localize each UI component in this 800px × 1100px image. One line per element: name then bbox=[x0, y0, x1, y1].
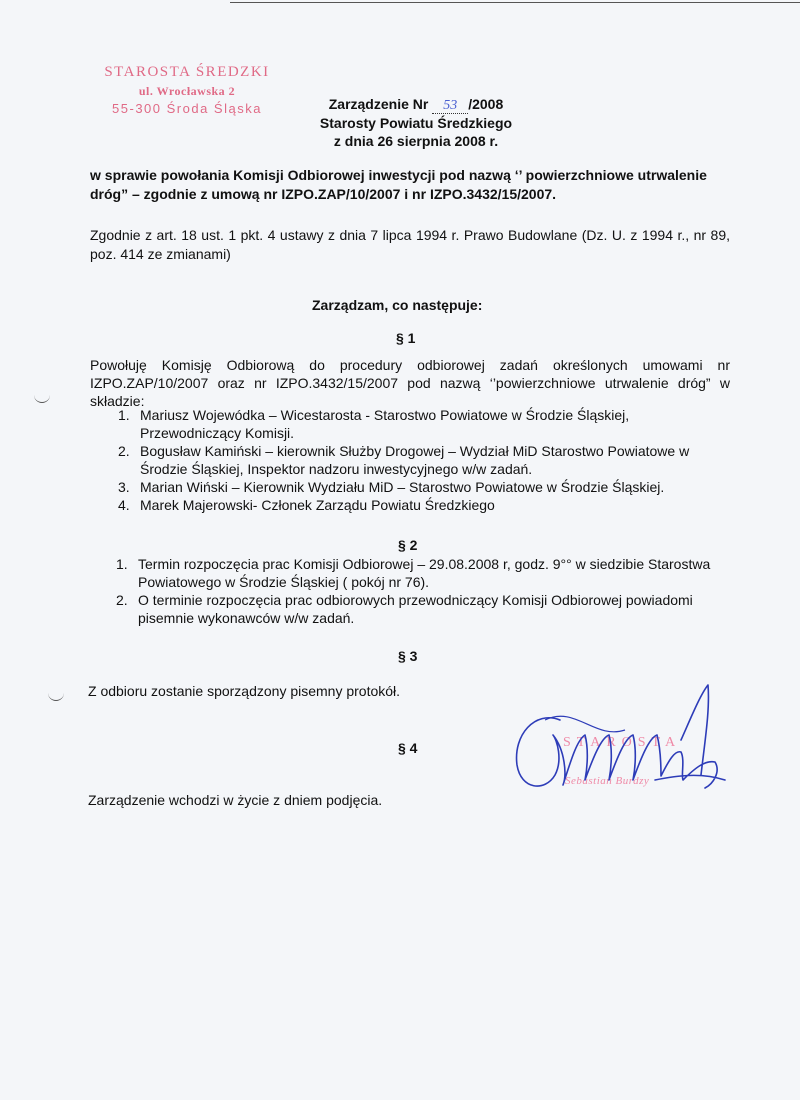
section-2-list bbox=[116, 555, 716, 627]
list-item-number: 4. bbox=[118, 497, 130, 513]
committee-members-list bbox=[118, 406, 730, 514]
list-item bbox=[116, 591, 716, 627]
list-item bbox=[118, 478, 730, 496]
list-item bbox=[118, 496, 730, 514]
section-3-heading: § 3 bbox=[398, 648, 418, 664]
section-2-heading: § 2 bbox=[398, 537, 418, 553]
title-suffix: /2008 bbox=[468, 96, 504, 112]
list-item bbox=[118, 406, 730, 442]
list-item-number: 3. bbox=[118, 479, 130, 495]
document-subject: w sprawie powołania Komisji Odbiorowej inwestycji pod nazwą ‘’ powierzchniowe utrwalenie dróg” – zgodnie z umową nr IZPO.ZAP/10/2007 i nr IZPO.3432/15/2007. bbox=[90, 167, 707, 202]
office-stamp bbox=[92, 64, 282, 116]
margin-tick-mark bbox=[34, 392, 50, 403]
list-item-text: Termin rozpoczęcia prac Komisji Odbiorowej – 29.08.2008 r, godz. 9°° w siedzibie Starostwa Powiatowego w Środzie Śląskiej ( pokój nr 76). bbox=[138, 556, 711, 590]
title-prefix: Zarządzenie Nr bbox=[328, 96, 433, 112]
margin-tick-mark bbox=[48, 690, 64, 701]
list-item bbox=[118, 442, 730, 478]
stamp-street: ul. Wrocławska 2 bbox=[138, 84, 236, 98]
section-1-intro: Powołuję Komisję Odbiorową do procedury odbiorowej zadań określonych umowami nr IZPO.ZAP/10/2007 oraz nr IZPO.3432/15/2007 pod nazwą ‘’powierzchniowe utrwalenie dróg” w składzie: bbox=[90, 357, 730, 409]
signature-stamp-title: STAROSTA bbox=[563, 735, 682, 750]
stamp-office-name: STAROSTA ŚREDZKI bbox=[104, 64, 270, 80]
signature-stamp-name: Sebastian Burdzy bbox=[565, 775, 650, 787]
list-item-number: 2. bbox=[118, 443, 130, 459]
list-item bbox=[116, 555, 716, 591]
document-issuer: Starosty Powiatu Średzkiego bbox=[319, 115, 513, 131]
handwritten-number: 53 bbox=[432, 99, 468, 114]
section-1-heading: § 1 bbox=[396, 330, 416, 346]
section-3-text: Z odbioru zostanie sporządzony pisemny protokół. bbox=[88, 683, 401, 699]
document-title bbox=[296, 95, 536, 114]
list-item-number: 1. bbox=[118, 407, 130, 423]
list-item-text: Mariusz Wojewódka – Wicestarosta - Starostwo Powiatowe w Środzie Śląskiej, Przewodniczący Komisji. bbox=[140, 407, 630, 441]
list-item-text: Marian Wiński – Kierownik Wydziału MiD – Starostwo Powiatowe w Środzie Śląskiej. bbox=[140, 479, 665, 495]
document-header bbox=[296, 95, 536, 150]
list-item-text: O terminie rozpoczęcia prac odbiorowych przewodniczący Komisji Odbiorowej powiadomi pisemnie wykonawców w/w zadań. bbox=[138, 592, 693, 626]
order-heading: Zarządzam, co następuje: bbox=[312, 297, 483, 313]
section-4-heading: § 4 bbox=[398, 740, 418, 756]
list-item-number: 2. bbox=[116, 592, 128, 608]
list-item-text: Marek Majerowski- Członek Zarządu Powiatu Średzkiego bbox=[140, 497, 495, 513]
document-date: z dnia 26 sierpnia 2008 r. bbox=[333, 133, 499, 149]
list-item-number: 1. bbox=[116, 556, 128, 572]
list-item-text: Bogusław Kamiński – kierownik Służby Drogowej – Wydział MiD Starostwo Powiatowe w Środzie Śląskiej, Inspektor nadzoru inwestycyjnego w/w zadań. bbox=[140, 443, 690, 477]
section-4-text: Zarządzenie wchodzi w życie z dniem podjęcia. bbox=[88, 792, 383, 808]
scan-edge-line bbox=[230, 2, 800, 3]
stamp-postal: 55-300 Środa Śląska bbox=[112, 101, 262, 116]
handwritten-signature bbox=[505, 680, 730, 810]
legal-basis: Zgodnie z art. 18 ust. 1 pkt. 4 ustawy z dnia 7 lipca 1994 r. Prawo Budowlane (Dz. U. z 1994 r., nr 89, poz. 414 ze zmianami) bbox=[90, 227, 730, 262]
